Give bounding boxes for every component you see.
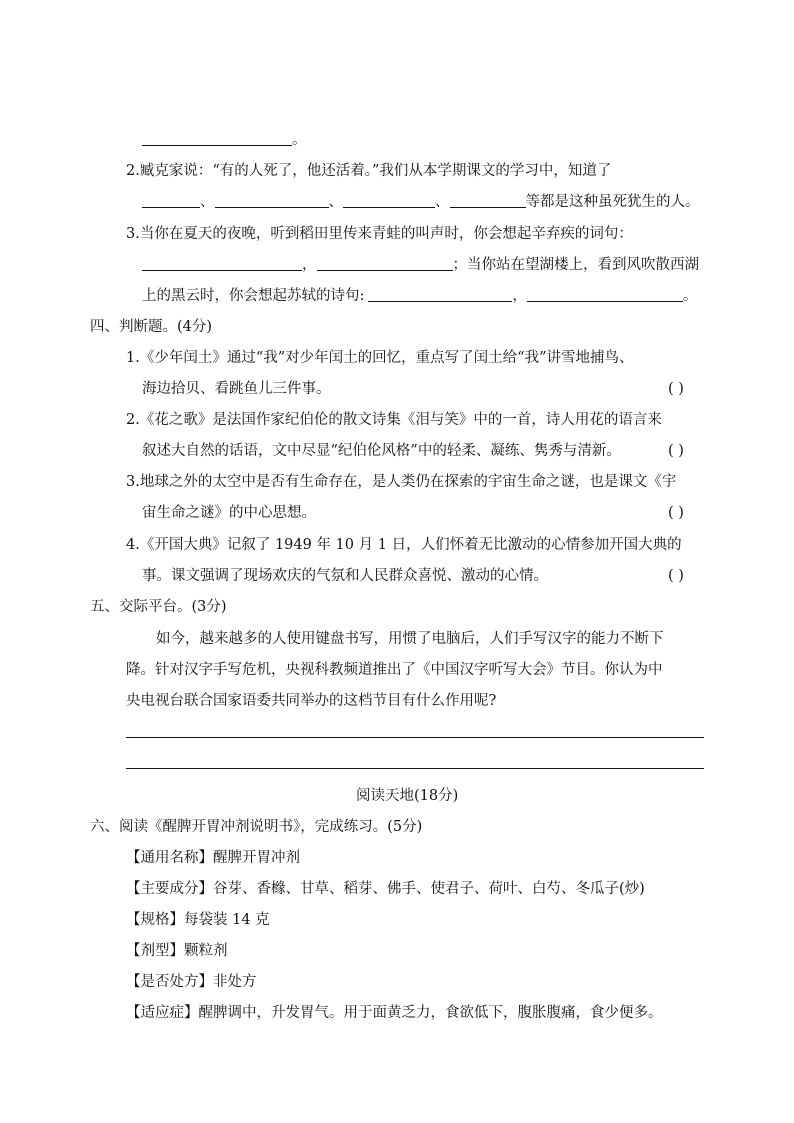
answer-blank[interactable] xyxy=(142,192,200,208)
q2-line1: 2.臧克家说：“有的人死了，他还活着。”我们从本学期课文的学习中，知道了 xyxy=(126,163,612,179)
section5-paragraph-line3: 央电视台联合国家语委共同举办的这档节目有什么作用呢? xyxy=(126,693,497,709)
judge-item-2-line2: 叙述大自然的话语，文中尽显“纪伯伦风格”中的轻柔、凝练、隽秀与清新。 xyxy=(142,443,621,459)
section4-heading: 四、判断题。(4分) xyxy=(90,319,213,335)
leaflet-ingredients: 【主要成分】谷芽、香橼、甘草、稻芽、佛手、使君子、荷叶、白芍、冬瓜子(炒) xyxy=(126,881,645,897)
section6-heading: 六、阅读《醒脾开胃冲剂说明书》，完成练习。(5分) xyxy=(90,819,423,835)
answer-blank[interactable] xyxy=(368,286,512,302)
judge-item-3-line1: 3.地球之外的太空中是否有生命存在，是人类仍在探索的宇宙生命之谜，也是课文《宇 xyxy=(126,474,677,490)
judge-item-4-line1: 4.《开国大典》记叙了 1949 年 10 月 1 日，人们怀着无比激动的心情参加开国大典的 xyxy=(126,537,682,553)
judge-answer-paren[interactable]: ( ) xyxy=(668,568,684,584)
leaflet-generic-name: 【通用名称】醒脾开胃冲剂 xyxy=(126,850,300,866)
judge-answer-paren[interactable]: ( ) xyxy=(668,505,684,521)
judge-item-1-line2: 海边拾贝、看跳鱼儿三件事。 xyxy=(142,381,331,397)
judge-answer-paren[interactable]: ( ) xyxy=(668,381,684,397)
leaflet-dosage-form: 【剂型】颗粒剂 xyxy=(126,943,228,959)
leaflet-specification: 【规格】每袋装 14 克 xyxy=(126,912,270,928)
q1-blank-line: 。 xyxy=(142,130,307,150)
section5-heading: 五、交际平台。(3分) xyxy=(90,599,227,615)
judge-answer-paren[interactable]: ( ) xyxy=(668,443,684,459)
leaflet-indications: 【适应症】醒脾调中，升发胃气。用于面黄乏力，食欲低下，腹胀腹痛，食少便多。 xyxy=(126,1005,663,1021)
q3-line1: 3.当你在夏天的夜晚，听到稻田里传来青蛙的叫声时，你会想起辛弃疾的词句： xyxy=(126,226,633,242)
q3-line3: 上的黑云时，你会想起苏轼的诗句: ， 。 xyxy=(142,288,698,304)
answer-blank[interactable] xyxy=(215,192,329,208)
q2-line2: 、 、 、 等都是这种虽死犹生的人。 xyxy=(142,192,700,212)
q3-line2: ， ；当你站在望湖楼上，看到风吹散西湖 xyxy=(142,255,699,275)
answer-blank[interactable] xyxy=(527,286,683,302)
reading-section-title: 阅读天地(18分) xyxy=(356,788,459,804)
section5-paragraph-line1: 如今，越来越多的人使用键盘书写，用惯了电脑后，人们手写汉字的能力不断下 xyxy=(156,631,664,647)
section5-paragraph-line2: 降。针对汉字手写危机，央视科教频道推出了《中国汉字听写大会》节目。你认为中 xyxy=(126,662,663,678)
judge-item-1-line1: 1.《少年闰土》通过“我”对少年闰土的回忆，重点写了闰土给“我”讲雪地捕鸟、 xyxy=(126,350,634,366)
answer-blank[interactable] xyxy=(317,255,453,271)
answer-blank[interactable] xyxy=(343,192,435,208)
answer-blank[interactable] xyxy=(450,192,526,208)
answer-line[interactable] xyxy=(126,737,704,738)
judge-item-2-line1: 2.《花之歌》是法国作家纪伯伦的散文诗集《泪与笑》中的一首，诗人用花的语言来 xyxy=(126,412,662,428)
answer-blank[interactable] xyxy=(142,130,292,146)
leaflet-prescription: 【是否处方】非处方 xyxy=(126,974,257,990)
judge-item-3-line2: 宙生命之谜》的中心思想。 xyxy=(142,505,316,521)
judge-item-4-line2: 事。课文强调了现场欢庆的气氛和人民群众喜悦、激动的心情。 xyxy=(142,568,548,584)
answer-line[interactable] xyxy=(126,768,704,769)
answer-blank[interactable] xyxy=(142,255,302,271)
